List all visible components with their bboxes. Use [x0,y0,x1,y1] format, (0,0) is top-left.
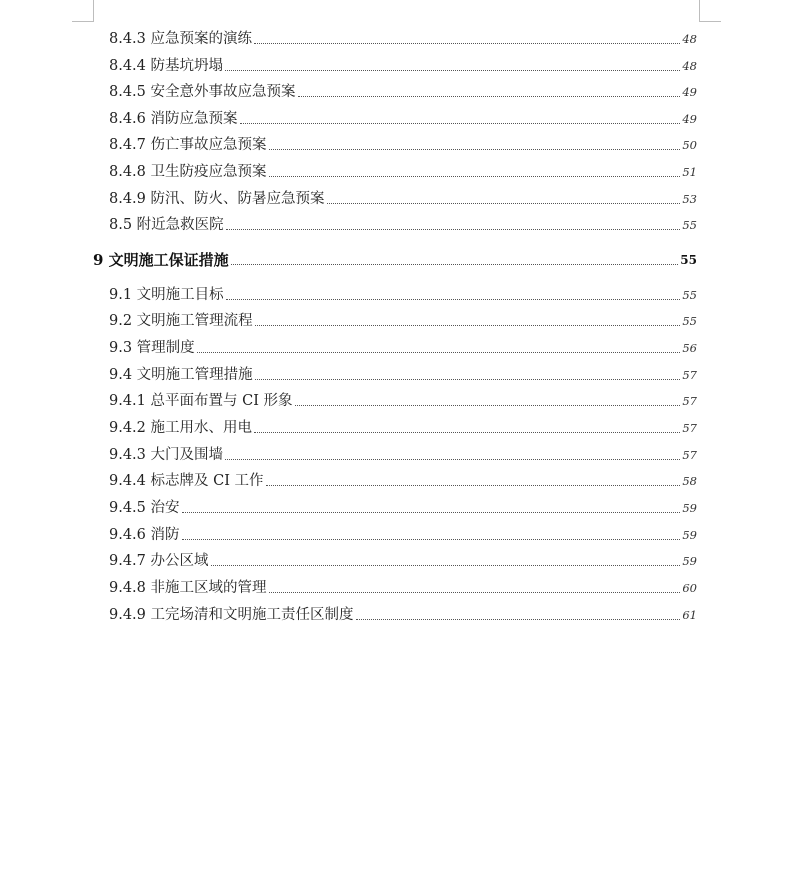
toc-entry-page: 48 [682,32,697,46]
dot-leader [269,176,681,177]
dot-leader [225,70,680,71]
toc-entry-page: 57 [682,421,697,435]
dot-leader [295,405,681,406]
toc-entry-title: 9.1 文明施工目标 [109,287,224,303]
toc-entry-title: 8.4.5 安全意外事故应急预案 [109,84,296,100]
toc-entry-9-4-5[interactable] [0,493,793,517]
toc-entry-page: 48 [682,59,697,73]
toc-entry-title: 8.4.6 消防应急预案 [109,111,238,127]
toc-entry-page: 57 [682,394,697,408]
toc-entry-title: 9 文明施工保证措施 [93,251,229,269]
dot-leader [197,352,681,353]
toc-entry-9-4[interactable] [0,360,793,384]
toc-entry-8-4-7[interactable] [0,130,793,154]
toc-entry-title: 9.4.1 总平面布置与 CI 形象 [109,393,293,409]
toc-entry-page: 49 [682,85,697,99]
dot-leader [182,512,681,513]
dot-leader [269,149,681,150]
dot-leader [266,485,681,486]
toc-entry-title: 9.4 文明施工管理措施 [109,367,253,383]
toc-entry-title: 9.4.6 消防 [109,527,180,543]
dot-leader [255,379,681,380]
toc-entry-page: 49 [682,112,697,126]
toc-entry-page: 55 [682,218,697,232]
toc-entry-title: 8.4.7 伤亡事故应急预案 [109,137,267,153]
toc-entry-title: 9.4.2 施工用水、用电 [109,420,253,436]
toc-entry-page: 58 [682,474,697,488]
dot-leader [226,299,681,300]
dot-leader [327,203,681,204]
toc-entry-title: 8.4.9 防汛、防火、防暑应急预案 [109,191,325,207]
toc-entry-8-4-8[interactable] [0,157,793,181]
toc-entry-title: 8.4.8 卫生防疫应急预案 [109,164,267,180]
toc-entry-9-4-4[interactable] [0,466,793,490]
dot-leader [225,459,680,460]
dot-leader [211,565,681,566]
toc-entry-8-5[interactable] [0,210,793,234]
toc-entry-9-4-8[interactable] [0,573,793,597]
toc-entry-page: 50 [682,138,697,152]
toc-entry-page: 51 [682,165,697,179]
toc-entry-title: 9.4.8 非施工区域的管理 [109,580,267,596]
toc-entry-9-4-2[interactable] [0,413,793,437]
toc-entry-title: 8.5 附近急救医院 [109,217,224,233]
toc-entry-title: 8.4.4 防基坑坍塌 [109,58,224,74]
toc-entry-title: 9.4.3 大门及围墙 [109,447,224,463]
toc-entry-9-2[interactable] [0,306,793,330]
toc-entry-title: 9.4.4 标志牌及 CI 工作 [109,473,264,489]
toc-entry-9-3[interactable] [0,333,793,357]
toc-entry-page: 61 [682,608,697,622]
toc-entry-page: 59 [682,528,697,542]
toc-entry-9-4-3[interactable] [0,440,793,464]
toc-entry-page: 57 [682,448,697,462]
toc-entry-8-4-6[interactable] [0,104,793,128]
toc-entry-9-4-6[interactable] [0,520,793,544]
toc-entry-page: 59 [682,554,697,568]
toc-entry-9-4-1[interactable] [0,386,793,410]
toc-entry-title: 9.4.7 办公区域 [109,553,209,569]
dot-leader [254,43,680,44]
toc-entry-page: 57 [682,368,697,382]
toc-entry-page: 60 [682,581,697,595]
toc-entry-8-4-4[interactable] [0,51,793,75]
toc-entry-page: 55 [682,314,697,328]
dot-leader [231,264,679,265]
toc-entry-9-1[interactable] [0,280,793,304]
toc-entry-page: 55 [682,288,697,302]
toc-entry-page: 55 [680,253,697,267]
toc-entry-page: 59 [682,501,697,515]
dot-leader [298,96,681,97]
toc-entry-8-4-5[interactable] [0,77,793,101]
dot-leader [182,539,681,540]
toc-entry-page: 53 [682,192,697,206]
toc-entry-title: 8.4.3 应急预案的演练 [109,31,253,47]
toc-entry-title: 9.4.9 工完场清和文明施工责任区制度 [109,607,354,623]
dot-leader [269,592,681,593]
toc-entry-8-4-3[interactable] [0,24,793,48]
dot-leader [255,325,681,326]
toc-entry-8-4-9[interactable] [0,184,793,208]
toc-entry-title: 9.4.5 治安 [109,500,180,516]
dot-leader [240,123,681,124]
toc-entry-title: 9.3 管理制度 [109,340,195,356]
dot-leader [254,432,680,433]
toc-entry-title: 9.2 文明施工管理流程 [109,313,253,329]
dot-leader [226,229,681,230]
dot-leader [356,619,681,620]
toc-entry-page: 56 [682,341,697,355]
toc-entry-9-4-7[interactable] [0,546,793,570]
toc-entry-9-4-9[interactable] [0,600,793,624]
toc-entry-chapter-9[interactable] [0,245,793,269]
